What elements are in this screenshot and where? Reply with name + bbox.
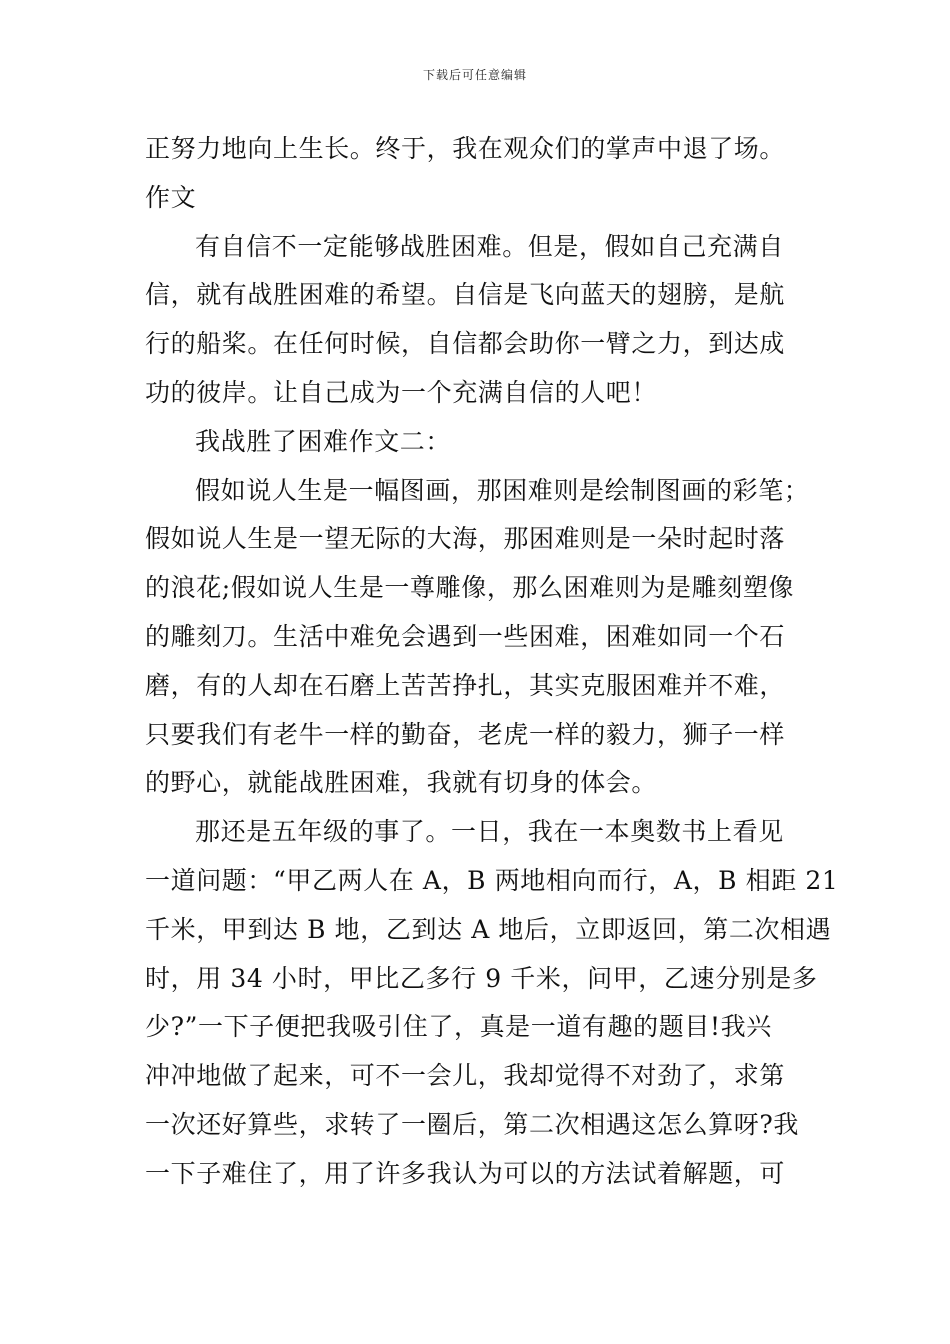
text-line: 我战胜了困难作文二： (195, 426, 452, 456)
text-line: 一次还好算些，求转了一圈后，第二次相遇这怎么算呀?我 (145, 1109, 800, 1139)
text-line: 信，就有战胜困难的希望。自信是飞向蓝天的翅膀，是航 (145, 280, 786, 310)
paragraph (145, 467, 809, 809)
text-line: 假如说人生是一望无际的大海，那困难则是一朵时起时落 (145, 524, 786, 554)
text-line: 冲冲地做了起来，可不一会儿，我却觉得不对劲了，求第 (145, 1061, 786, 1091)
text-line: 的野心，就能战胜困难，我就有切身的体会。 (145, 768, 658, 798)
text-line: 正努力地向上生长。终于，我在观众们的掌声中退了场。 (145, 134, 786, 163)
text-line: 功的彼岸。让自己成为一个充满自信的人吧！ (145, 377, 658, 407)
text-line: 一道问题：“甲乙两人在 A，B 两地相向而行，A，B 相距 21 (145, 865, 839, 895)
text-line: 假如说人生是一幅图画，那困难则是绘制图画的彩笔； (195, 475, 810, 505)
text-line: 一下子难住了，用了许多我认为可以的方法试着解题，可 (145, 1158, 786, 1188)
text-line: 作文 (145, 182, 197, 212)
section-heading (145, 418, 809, 467)
text-line: 千米，甲到达 B 地，乙到达 A 地后，立即返回，第二次相遇 (145, 914, 832, 944)
paragraph (145, 125, 809, 223)
text-line: 只要我们有老牛一样的勤奋，老虎一样的毅力，狮子一样 (145, 719, 786, 749)
document-body (145, 125, 839, 1199)
page-header: 下载后可任意编辑 (422, 68, 527, 82)
text-line: 的雕刻刀。生活中难免会遇到一些困难，困难如同一个石 (145, 621, 786, 651)
text-line: 那还是五年级的事了。一日，我在一本奥数书上看见 (195, 817, 784, 847)
text-line: 时，用 34 小时，甲比乙多行 9 千米，问甲，乙速分别是多 (145, 963, 818, 993)
paragraph (145, 223, 809, 418)
text-line: 少?”一下子便把我吸引住了，真是一道有趣的题目!我兴 (145, 1012, 772, 1042)
text-line: 的浪花;假如说人生是一尊雕像，那么困难则为是雕刻塑像 (145, 573, 795, 603)
paragraph (145, 808, 839, 1198)
text-line: 有自信不一定能够战胜困难。但是，假如自己充满自 (195, 231, 784, 261)
text-line: 行的船桨。在任何时候，自信都会助你一臂之力，到达成 (145, 329, 786, 359)
text-line: 磨，有的人却在石磨上苦苦挣扎，其实克服困难并不难， (145, 670, 786, 700)
